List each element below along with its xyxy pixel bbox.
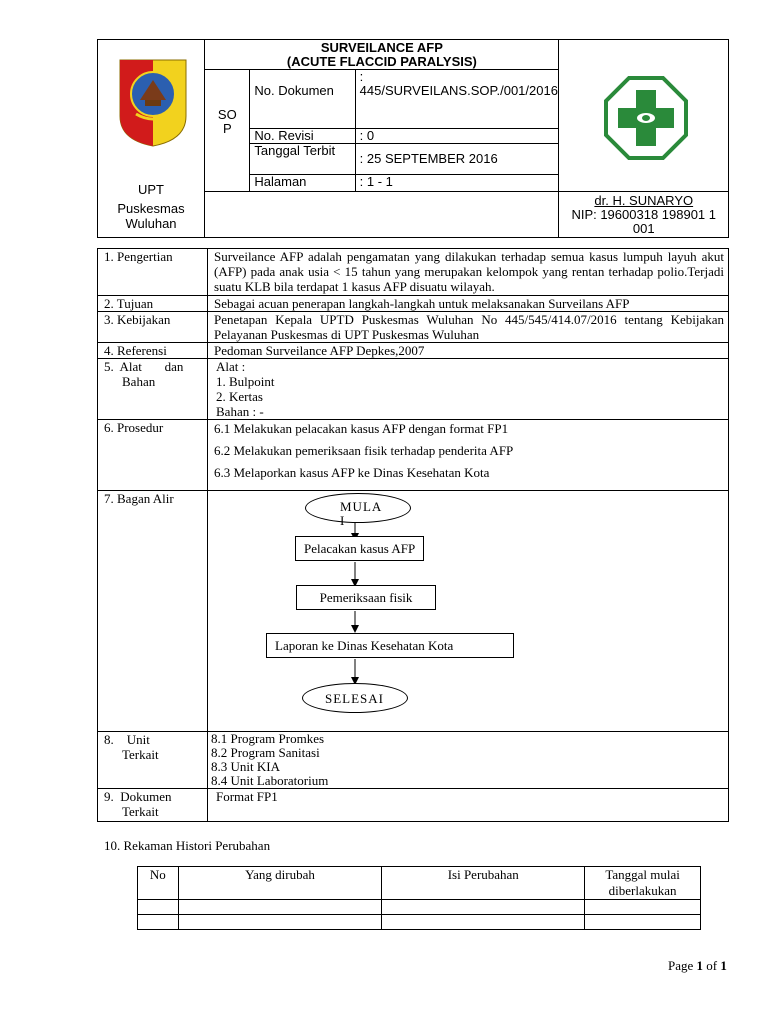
flowchart-arrows [208, 491, 732, 731]
flowchart [208, 491, 728, 731]
page-label: Halaman [250, 175, 355, 192]
page-number: 1 [696, 958, 704, 973]
sop-label-cell [205, 70, 250, 192]
right-logo-cell [559, 40, 729, 192]
alat-line2: 1. Bulpoint [216, 374, 275, 389]
dokumen-label-line2: Terkait [122, 804, 159, 819]
signer-name: dr. H. SUNARYO [594, 193, 694, 208]
doc-number-label: No. Dokumen [250, 70, 355, 129]
alat-line3: 2. Kertas [216, 389, 263, 404]
revision-value: : 0 [355, 129, 559, 144]
history-header-content: Isi Perubahan [382, 867, 585, 900]
flow-start-label: MULAI [340, 499, 383, 528]
page-value: : 1 - 1 [355, 175, 559, 192]
history-cell [138, 900, 179, 915]
title-line1: SURVEILANCE AFP [320, 40, 443, 55]
history-header-changed: Yang dirubah [178, 867, 382, 900]
section-pengertian-text: Surveilance AFP adalah pengamatan yang dilakukan terhadap semua kasus lumpuh layuh akut (AFP) pada anak usia < 15 tahun yang merupakan kelompok yang rentan terhadap polio.Terjadi suatu KLB bila terdapat 1 kasus AFP disuatu wilayah. [208, 249, 729, 296]
section-tujuan-text: Sebagai acuan penerapan langkah-langkah untuk melaksanakan Surveilans AFP [208, 296, 729, 312]
prosedur-step3: 6.3 Melaporkan kasus AFP ke Dinas Kesehatan Kota [214, 465, 490, 480]
section-dokumen-text: Format FP1 [208, 789, 729, 822]
flow-end-label: SELESAI [325, 691, 384, 706]
page-footer [668, 958, 727, 974]
section-unit-label [98, 732, 208, 789]
history-cell [382, 900, 585, 915]
page-prefix: Page [668, 958, 697, 973]
regional-emblem-icon [118, 56, 188, 148]
prosedur-step2: 6.2 Melakukan pemeriksaan fisik terhadap penderita AFP [214, 443, 514, 458]
section-pengertian-label: 1. Pengertian [98, 249, 208, 296]
page-total: 1 [720, 958, 727, 973]
flow-step-laporan: Laporan ke Dinas Kesehatan Kota [266, 633, 514, 658]
unit-line2: Puskesmas Wuluhan [117, 201, 185, 231]
history-cell [585, 915, 701, 930]
unit-item2: 8.2 Program Sanitasi [211, 745, 320, 760]
flow-end-node [302, 683, 408, 713]
dokumen-label-line1: 9. Dokumen [104, 789, 172, 804]
sop-body-table [97, 248, 729, 822]
sop-label: SO P [217, 107, 237, 136]
section-prosedur-label: 6. Prosedur [98, 420, 208, 491]
alat-line1: Alat : [216, 359, 246, 374]
section-kebijakan-text: Penetapan Kepala UPTD Puskesmas Wuluhan No 445/545/414.07/2016 tentang Kebijakan Pelayanan Puskesmas di UPT Puskesmas Wuluhan [208, 312, 729, 343]
alat-label-line1: 5. Alat dan [104, 359, 184, 374]
history-cell [585, 900, 701, 915]
unit-item3: 8.3 Unit KIA [211, 759, 280, 774]
page-of: of [703, 958, 721, 973]
section-referensi-label: 4. Referensi [98, 343, 208, 359]
signer-cell [559, 192, 729, 238]
flow-step-pemeriksaan: Pemeriksaan fisik [296, 585, 436, 610]
section-tujuan-label: 2. Tujuan [98, 296, 208, 312]
history-title: 10. Rekaman Histori Perubahan [104, 838, 271, 853]
blank-cell [205, 192, 559, 238]
history-table [137, 866, 701, 930]
section-unit-content [208, 732, 729, 789]
issue-date-label: Tanggal Terbit [250, 144, 355, 175]
history-cell [178, 900, 382, 915]
history-cell [382, 915, 585, 930]
unit-label-line1: 8. Unit [104, 732, 150, 747]
section-dokumen-label [98, 789, 208, 822]
alat-label-line2: Bahan [122, 374, 156, 389]
document-title-cell [205, 40, 559, 70]
section-referensi-text: Pedoman Surveilance AFP Depkes,2007 [208, 343, 729, 359]
puskesmas-cross-logo-icon [604, 76, 688, 160]
unit-item4: 8.4 Unit Laboratorium [211, 773, 329, 788]
unit-item1: 8.1 Program Promkes [211, 731, 325, 746]
signer-nip: NIP: 19600318 198901 1 001 [571, 207, 717, 236]
section-alat-content [208, 359, 729, 420]
section-bagan-label: 7. Bagan Alir [98, 491, 208, 732]
unit-label-line2: Terkait [122, 747, 159, 762]
unit-name [97, 182, 205, 231]
flow-start-node [305, 493, 411, 528]
section-alat-label [98, 359, 208, 420]
flowchart-cell [208, 491, 729, 732]
history-cell [178, 915, 382, 930]
flow-step-pelacakan: Pelacakan kasus AFP [295, 536, 424, 561]
history-header-date [585, 867, 701, 900]
prosedur-step1: 6.1 Melakukan pelacakan kasus AFP dengan format FP1 [214, 421, 509, 436]
section-prosedur-content [208, 420, 729, 491]
issue-date-value: : 25 SEPTEMBER 2016 [355, 144, 559, 175]
alat-line4: Bahan : - [216, 404, 264, 419]
history-row [138, 900, 701, 915]
history-header-no: No [138, 867, 179, 900]
revision-label: No. Revisi [250, 129, 355, 144]
section-kebijakan-label: 3. Kebijakan [98, 312, 208, 343]
title-line2: (ACUTE FLACCID PARALYSIS) [286, 54, 477, 69]
doc-number-value: : 445/SURVEILANS.SOP./001/2016 [355, 70, 559, 129]
unit-line1: UPT [138, 182, 164, 197]
history-header-date-label: Tanggal mulai diberlakukan [605, 867, 680, 898]
history-cell [138, 915, 179, 930]
history-row [138, 915, 701, 930]
